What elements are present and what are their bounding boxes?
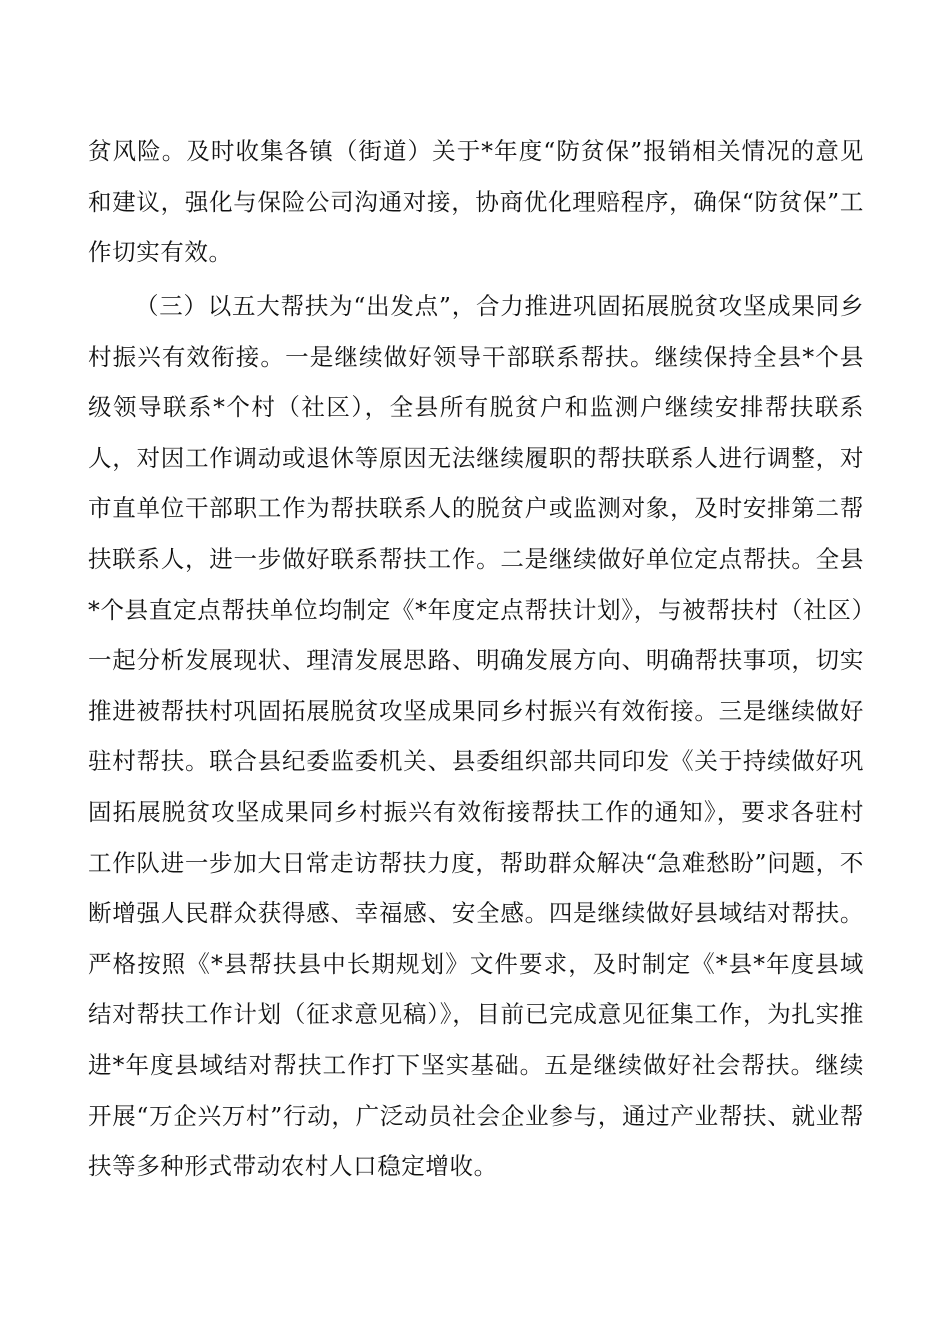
paragraph-text: （三）以五大帮扶为“出发点”，合力推进巩固拓展脱贫攻坚成果同乡村振兴有效衔接。一是继续做好领导干部联系帮扶。继续保持全县*个县级领导联系*个村（社区），全县所有脱贫户和监测户继续安排帮扶联系人，对因工作调动或退休等原因无法继续履职的帮扶联系人进行调整，对市直单位干部职工作为帮扶联系人的脱贫户或监测对象，及时安排第二帮扶联系人，进一步做好联系帮扶工作。二是继续做好单位定点帮扶。全县*个县直定点帮扶单位均制定《*年度定点帮扶计划》，与被帮扶村（社区）一起分析发展现状、理清发展思路、明确发展方向、明确帮扶事项，切实推进被帮扶村巩固拓展脱贫攻坚成果同乡村振兴有效衔接。三是继续做好驻村帮扶。联合县纪委监委机关、县委组织部共同印发《关于持续做好巩固拓展脱贫攻坚成果同乡村振兴有效衔接帮扶工作的通知》，要求各驻村工作队进一步加大日常走访帮扶力度，帮助群众解决“急难愁盼”问题，不断增强人民群众获得感、幸福感、安全感。四是继续做好县域结对帮扶。严格按照《*县帮扶县中长期规划》文件要求，及时制定《*县*年度县域结对帮扶工作计划（征求意见稿）》，目前已完成意见征集工作，为扎实推进*年度县域结对帮扶工作打下坚实基础。五是继续做好社会帮扶。继续开展“万企兴万村”行动，广泛动员社会企业参与，通过产业帮扶、就业帮扶等多种形式带动农村人口稳定增收。: [88, 292, 864, 1181]
body-paragraph-1: [88, 126, 864, 278]
paragraph-text: 贫风险。及时收集各镇（街道）关于*年度“防贫保”报销相关情况的意见和建议，强化与保险公司沟通对接，协商优化理赔程序，确保“防贫保”工作切实有效。: [88, 137, 864, 267]
body-paragraph-2: [88, 281, 864, 1192]
